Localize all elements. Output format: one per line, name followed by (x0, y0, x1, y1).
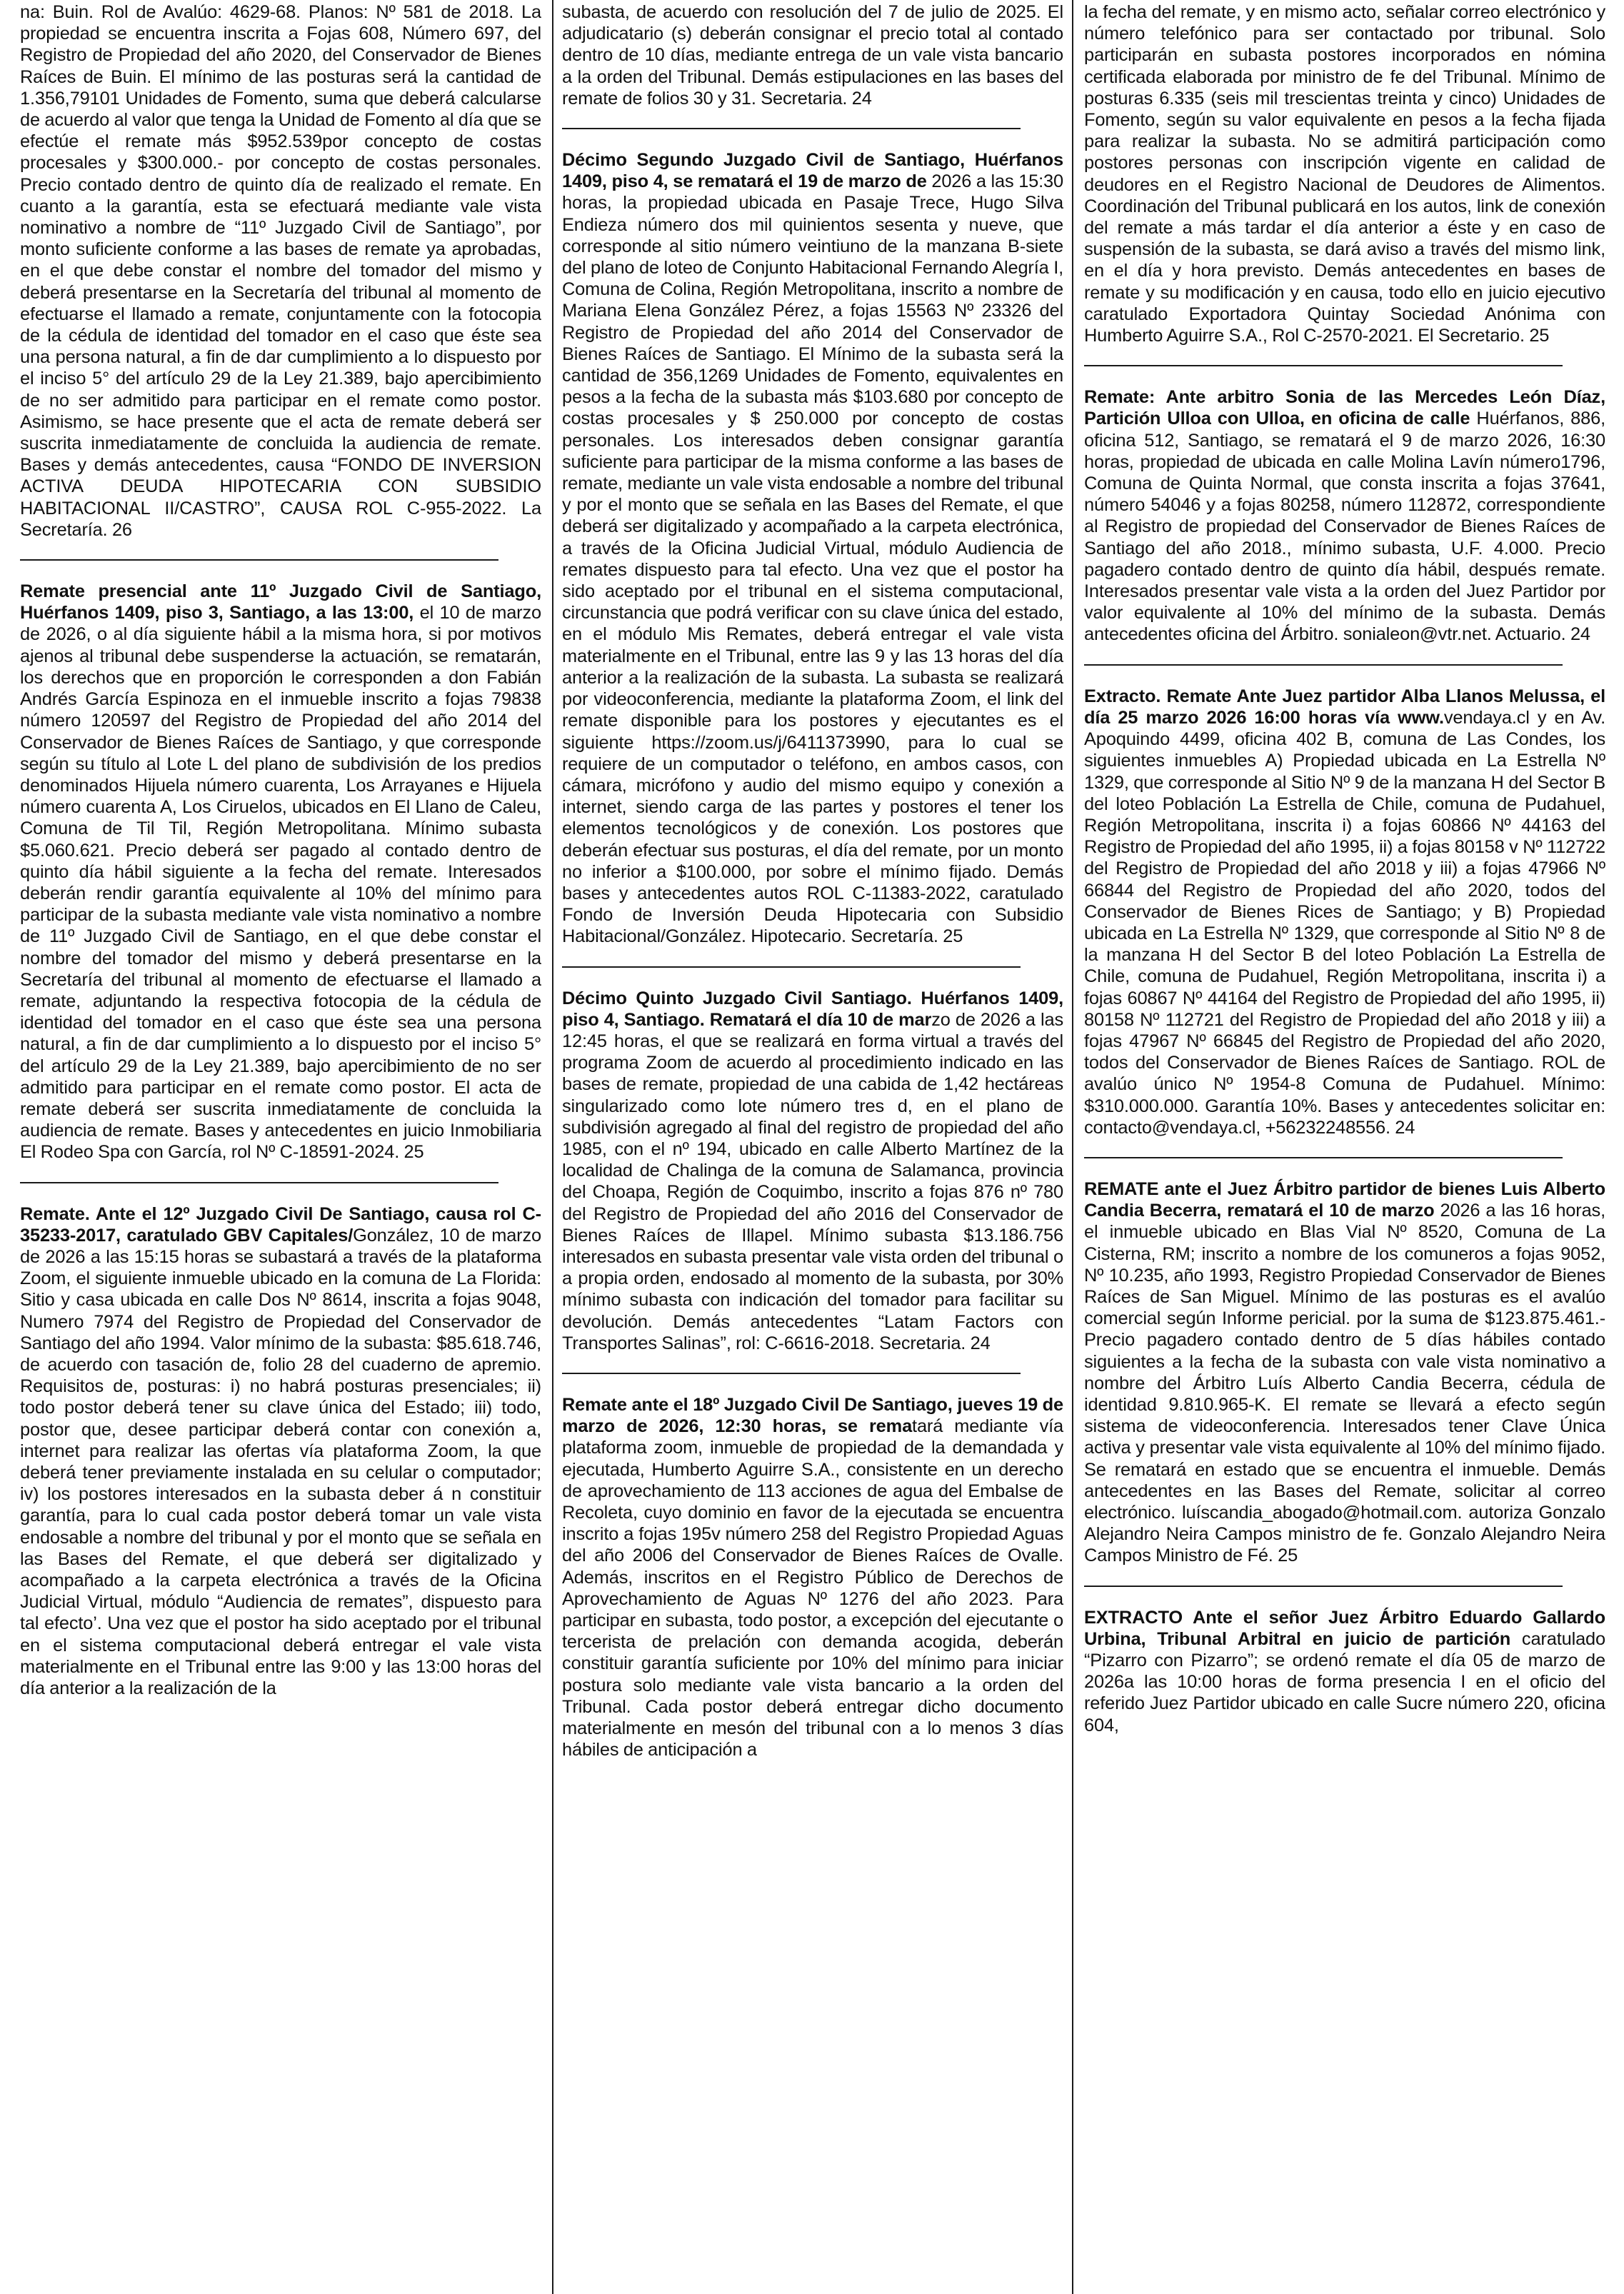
ad-body: el 10 de marzo de 2026, o al día siguiente hábil a la misma hora, si por motivos ajenos al tribunal debe suspenderse la actuación, se rematarán, los derechos que en proporción le corresponden a don Fabián Andrés García Espinoza en el inmueble inscrito a fojas 79838 número 120597 del Registro de Propiedad del año 2014 del Conservador de Bienes Raíces de Santiago, y que corresponde según su título al Lote L del plano de subdivisión de los predios denominados Hijuela número cuarenta, Los Arrayanes e Hijuela número cuarenta A, Los Ciruelos, ubicados en El Llano de Caleu, Comuna de Til Til, Región Metropolitana. Mínimo subasta $5.060.621. Precio deberá ser pagado al contado dentro de quinto día hábil siguiente a la fecha del remate. Interesados deberán rendir garantía equivalente al 10% del mínimo para participar de la subasta mediante vale vista nominativo a nombre de 11º Juzgado Civil de Santiago, en el que debe constar el nombre del tomador del mismo y deberá presentarse en la Secretaría del tribunal al momento de efectuarse el llamado a remate, adjuntando la respectiva fotocopia de la cédula de identidad del tomador en el caso que éste sea una persona natural, a fin de dar cumplimiento a lo dispuesto por el inciso 5° del artículo 29 de la Ley 21.389, bajo apercibimiento de no ser admitido para participar en el remate como postor. El acta de remate deberá ser suscrita inmediatamente de concluida la audiencia de remate. Bases y antecedentes en juicio Inmobiliaria El Rodeo Spa con García, rol Nº C-18591-2024. 25 (20, 603, 541, 1163)
ad-heading: Décimo Quinto Juzgado Civil Santiago. Huérfanos 1409, piso 4, Santiago. Rematará el día 10 de mar (562, 988, 1063, 1030)
ad-divider (20, 559, 498, 561)
column-left (20, 0, 541, 2294)
ad-divider (20, 1182, 498, 1183)
ad-body: vendaya.cl y en Av. Apoquindo 4499, oficina 402 B, comuna de Las Condes, los siguientes inmuebles A) Propiedad ubicada en La Estrella Nº 1329, que corresponde al Sitio Nº 9 de la manzana H del Sector B del loteo Población La Estrella de Chile, comuna de Pudahuel, Región Metropolitana, inscrita i) a fojas 60866 Nº 44163 del Registro de Propiedad del año 1995, ii) a fojas 80158 v Nº 112722 del Registro de Propiedad del año 2018 y iii) a fojas 47966 Nº 66844 del Registro de Propiedad del año 2020, todos del Conservador de Bienes Rices de Santiago; y B) Propiedad ubicada en La Estrella Nº 1329, que corresponde al Sitio Nº 8 de la manzana H del Sector B del loteo Población La Estrella de Chile, comuna de Pudahuel, Región Metropolitana, inscrita i) a fojas 60867 Nº 44164 del Registro de Propiedad del año 1995, ii) 80158 Nº 112721 del Registro de Propiedad del año 2018 y iii) a fojas 47967 Nº 66845 del Registro de Propiedad del año 2020, todos del Conservador de Bienes Raíces de Santiago. ROL de avalúo único Nº 1954-8 Comuna de Pudahuel. Mínimo: $310.000.000. Garantía 10%. Bases y antecedentes solicitar en: contacto@vendaya.cl, +56232248556. 24 (1084, 707, 1605, 1138)
ad-divider (562, 1373, 1021, 1374)
ad-heading: Remate presencial ante 11º Juzgado Civil de Santiago, Huérfanos 1409, piso 3, Santiago, a las 13:00, (20, 581, 541, 623)
ad-divider (1084, 1586, 1563, 1587)
newspaper-page (20, 0, 1605, 2294)
ad-notice (1084, 386, 1605, 653)
ad-body: subasta, de acuerdo con resolución del 7 de julio de 2025. El adjudicatario (s) deberán consignar el precio total al contado dentro de 10 días, mediante entrega de un vale vista bancario a la orden del Tribunal. Demás estipulaciones en las bases del remate de folios 30 y 31. Secretaria. 24 (562, 2, 1063, 109)
ad-notice (562, 1, 1063, 118)
ad-divider (562, 128, 1021, 129)
ad-heading: Extracto. Remate Ante Juez partidor Alba Llanos Melussa, el día 25 marzo 2026 16:00 horas vía www. (1084, 686, 1605, 728)
ad-notice (1084, 1607, 1605, 1745)
ad-divider (562, 966, 1021, 968)
column-right (1084, 0, 1605, 2294)
ad-notice (562, 988, 1063, 1363)
ad-body: 2026 a las 15:30 horas, la propiedad ubicada en Pasaje Trece, Hugo Silva Endieza número dos mil quinientos sesenta y nueve, que corresponde al sitio número veintiuno de la manzana B-siete del plano de loteo de Conjunto Habitacional Fernando Alegría I, Comuna de Colina, Región Metropolitana, inscrito a nombre de Mariana Elena González Pérez, a fojas 15563 Nº 23326 del Registro de Propiedad del año 2014 del Conservador de Bienes Raíces de Santiago. El Mínimo de la subasta será la cantidad de 356,1269 Unidades de Fomento, equivalentes en pesos a la fecha de la subasta más $103.680 por concepto de costas procesales y $ 250.000 por concepto de costas personales. Los interesados deben consignar garantía suficiente para participar de la misma conforme a las bases de remate, mediante un vale vista endosable a nombre del tribunal y por el monto que se señala en las Bases del Remate, el que deberá ser digitalizado y acompañado a la carpeta electrónica, a través de la Oficina Judicial Virtual, módulo Audiencia de remates dispuesto para tal efecto. Una vez que el postor ha sido aceptado por el tribunal en el sistema computacional, circunstancia que podrá verificar con su clave única del estado, en el módulo Mis Remates, deberá entregar el vale vista materialmente en el Tribunal, entre las 9 y las 13 horas del día anterior a la realización de la subasta. La subasta se realizará por videoconferencia, mediante la plataforma Zoom, el link del remate disponible para los postores y ejecutantes es el siguiente https://zoom.us/j/6411373990, para lo cual se requiere de un computador o teléfono, en ambos casos, con cámara, micrófono y audio del mismo equipo y conexión a internet, siendo carga de las partes y postores el tener los elementos tecnológicos y de conexión. Los postores que deberán efectuar sus posturas, el día del remate, por un monto no inferior a $100.000, por sobre el mínimo fijado. Demás bases y antecedentes autos ROL C-11383-2022, caratulado Fondo de Inversión Deuda Hipotecaria con Subsidio Habitacional/González. Hipotecario. Secretaría. 25 (562, 171, 1063, 947)
ad-notice (20, 1203, 541, 1708)
ad-notice (562, 1394, 1063, 1769)
ad-notice (1084, 686, 1605, 1147)
ad-divider (1084, 1157, 1563, 1158)
ad-notice (20, 1, 541, 549)
ad-body: 2026 a las 16 horas, el inmueble ubicado en Blas Vial Nº 8520, Comuna de La Cisterna, RM; inscrito a nombre de los comuneros a fojas 9052, Nº 10.235, año 1993, Registro Propiedad Conservador de Bienes Raíces de San Miguel. Mínimo de las posturas es el avalúo comercial según Informe pericial. por la suma de $123.875.461.- Precio pagadero contado dentro de 5 días hábiles contado siguientes a la fecha de la subasta con vale vista nominativo a nombre del Árbitro Luís Alberto Candia Becerra, cédula de identidad 9.810.965-K. El remate se llevará a efecto según sistema de videoconferencia. Interesados tener Clave Única activa y presentar vale vista equivalente al 10% del mínimo fijado. Se rematará en estado que se encuentra el inmueble. Demás antecedentes en las Bases del Remate, solicitar al correo electrónico. luíscandia_abogado@hotmail.com. autoriza Gonzalo Alejandro Neira Campos ministro de fe. Gonzalo Alejandro Neira Campos Ministro de Fé. 25 (1084, 1201, 1605, 1566)
ad-body: González, 10 de marzo de 2026 a las 15:15 horas se subastará a través de la plataforma Zoom, el siguiente inmueble ubicado en la comuna de La Florida: Sitio y casa ubicada en calle Dos Nº 8614, inscrita a fojas 9048, Numero 7974 del Registro de Propiedad del Conservador de Santiago del año 1994. Valor mínimo de la subasta: $85.618.746, de acuerdo con tasación de, folio 28 del cuaderno de apremio. Requisitos de, posturas: i) no habrá posturas presenciales; ii) todo postor deberá tener su clave única del Estado; iii) todo, postor que, desee participar deberá contar con conexión a, internet para realizar las ofertas vía plataforma Zoom, la que deberá tener previamente instalada en su celular o computador; iv) los postores interesados en la subasta deber á n constituir garantía, para lo cual cada postor deberá tomar un vale vista endosable a nombre del tribunal y por el monto que se señala en las Bases del Remate, el que deberá ser digitalizado y acompañado a la carpeta electrónica a través de la Oficina Judicial Virtual, módulo “Audiencia de remates”, dispuesto para tal efecto’. Una vez que el postor ha sido aceptado por el tribunal en el sistema computacional deberá entregar el vale vista materialmente en el Tribunal entre las 9:00 y las 13:00 horas del día anterior a la realización de la (20, 1225, 541, 1699)
ad-heading: Remate. Ante el 12º Juzgado Civil De Santiago, causa rol C-35233-2017, caratulado GBV Capitales/ (20, 1203, 541, 1246)
ad-divider (1084, 365, 1563, 366)
ad-heading: REMATE ante el Juez Árbitro partidor de bienes Luis Alberto Candia Becerra, rematará el 10 de marzo (1084, 1178, 1605, 1221)
ad-notice (20, 581, 541, 1171)
ad-notice (1084, 1178, 1605, 1576)
ad-body: Huérfanos, 886, oficina 512, Santiago, se rematará el 9 de marzo 2026, 16:30 horas, propiedad de ubicada en calle Molina Lavín número1796, Comuna de Quinta Normal, que consta inscrita a fojas 37641, número 54046 y a fojas 80258, número 112872, correspondiente al Registro de propiedad del Conservador de Bienes Raíces de Santiago del año 2018., mínimo subasta, U.F. 4.000. Precio pagadero contado dentro de quinto día hábil, después remate. Interesados presentar vale vista a la orden del Juez Partidor por valor equivalente al 10% del mínimo de la subasta. Demás antecedentes oficina del Árbitro. sonialeon@vtr.net. Actuario. 24 (1084, 409, 1605, 645)
ad-notice (562, 149, 1063, 956)
ad-heading: Remate ante el 18º Juzgado Civil De Santiago, jueves 19 de marzo de 2026, 12:30 horas, se rema (562, 1394, 1063, 1437)
ad-notice (1084, 1, 1605, 355)
ad-heading: Décimo Segundo Juzgado Civil de Santiago, Huérfanos 1409, piso 4, se rematará el 19 de marzo de (562, 150, 1063, 192)
ad-divider (1084, 664, 1563, 666)
ad-body: tará mediante vía plataforma zoom, inmueble de propiedad de la demandada y ejecutada, Humberto Aguirre S.A., consistente en un derecho de aprovechamiento de 113 acciones de agua del Embalse de Recoleta, cuyo dominio en favor de la ejecutada se encuentra inscrito a fojas 195v número 258 del Registro Propiedad Aguas del año 2006 del Conservador de Bienes Raíces de Ovalle. Además, inscritos en el Registro Público de Derechos de Aprovechamiento de Aguas Nº 1276 del año 2023. Para participar en subasta, todo postor, a excepción del ejecutante o tercerista de prelación con demanda acogida, deberán constituir garantía suficiente por 10% del mínimo para iniciar postura solo mediante vale vista bancario a la orden del Tribunal. Cada postor deberá entregar dicho documento materialmente en mesón del tribunal con a lo menos 3 días hábiles de anticipación a (562, 1416, 1063, 1760)
ad-body: na: Buin. Rol de Avalúo: 4629-68. Planos: Nº 581 de 2018. La propiedad se encuentra inscrita a Fojas 608, Número 697, del Registro de Propiedad del año 2020, del Conservador de Bienes Raíces de Buin. El mínimo de las posturas será la cantidad de 1.356,79101 Unidades de Fomento, suma que deberá calcularse de acuerdo al valor que tenga la Unidad de Fomento al día que se efectúe el remate más $952.539por concepto de costas procesales y $300.000.- por concepto de costas personales. Precio contado dentro de quinto día de realizado el remate. En cuanto a la garantía, esta se efectuará mediante vale vista nominativo a nombre de “11º Juzgado Civil de Santiago”, por monto suficiente conforme a las bases de remate ya aprobadas, en el que debe constar el nombre del tomador del mismo y deberá presentarse en la Secretaría del tribunal al momento de efectuarse el llamado a remate, conjuntamente con la fotocopia de la cédula de identidad del tomador en el caso que éste sea una persona natural, a fin de dar cumplimiento a lo dispuesto por el inciso 5° del artículo 29 de la Ley 21.389, bajo apercibimiento de no ser admitido para participar en el remate como postor. Asimismo, se hace presente que el acta de remate deberá ser suscrita inmediatamente de concluida la audiencia de remate. Bases y demás antecedentes, causa “FONDO DE INVERSION ACTIVA DEUDA HIPOTECARIA CON SUBSIDIO HABITACIONAL II/CASTRO”, CAUSA ROL C-955-2022. La Secretaría. 26 (20, 2, 541, 540)
ad-body: caratulado “Pizarro con Pizarro”; se ordenó remate el día 05 de marzo de 2026a las 10:00 horas de forma presencia I en el oficio del referido Juez Partidor ubicado en calle Sucre número 220, oficina 604, (1084, 1628, 1605, 1735)
ad-body: la fecha del remate, y en mismo acto, señalar correo electrónico y número telefónico para ser contactado por tribunal. Solo participarán en subasta postores incorporados en nómina certificada elaborada por ministro de fe del Tribunal. Mínimo de posturas 6.335 (seis mil trescientas treinta y cinco) Unidades de Fomento, según su valor equivalente en pesos a la fecha fijada para realizar la subasta. No se admitirá participación como postores personas con inscripción vigente en calidad de deudores en el Registro Nacional de Deudores de Alimentos. Coordinación del Tribunal publicará en los autos, link de conexión del remate a más tardar el día anterior a éste y en caso de suspensión de la subasta, se dará aviso a través del mismo link, en el día y hora previsto. Demás antecedentes en bases de remate y su modificación y en causa, todo ello en juicio ejecutivo caratulado Exportadora Quintay Sociedad Anónima con Humberto Aguirre S.A., Rol C-2570-2021. El Secretario. 25 (1084, 2, 1605, 346)
ad-heading: EXTRACTO Ante el señor Juez Árbitro Eduardo Gallardo Urbina, Tribunal Arbitral en juicio de partición (1084, 1607, 1605, 1649)
ad-heading: Remate: Ante arbitro Sonia de las Mercedes León Díaz, Partición Ulloa con Ulloa, en oficina de calle (1084, 387, 1605, 429)
column-middle (552, 0, 1073, 2294)
ad-body: zo de 2026 a las 12:45 horas, el que se realizará en forma virtual a través del programa Zoom de acuerdo al procedimiento indicado en las bases de remate, propiedad de una cabida de 1,42 hectáreas singularizado como lote número tres d, en el plano de subdivisión agregado al final del registro de propiedad del año 1985, con el nº 194, ubicado en calle Alberto Martínez de la localidad de Chalinga de la comuna de Salamanca, provincia del Choapa, Región de Coquimbo, inscrito a fojas 876 nº 780 del Registro de Propiedad del año 2016 del Conservador de Bienes Raíces de Illapel. Mínimo subasta $13.186.756 interesados en subasta presentar vale vista orden del tribunal o a propia orden, endosado al momento de la subasta, por 30% mínimo subasta con indicación del tomador para facilitar su devolución. Demás antecedentes “Latam Factors con Transportes Salinas”, rol: C-6616-2018. Secretaria. 24 (562, 1009, 1063, 1353)
